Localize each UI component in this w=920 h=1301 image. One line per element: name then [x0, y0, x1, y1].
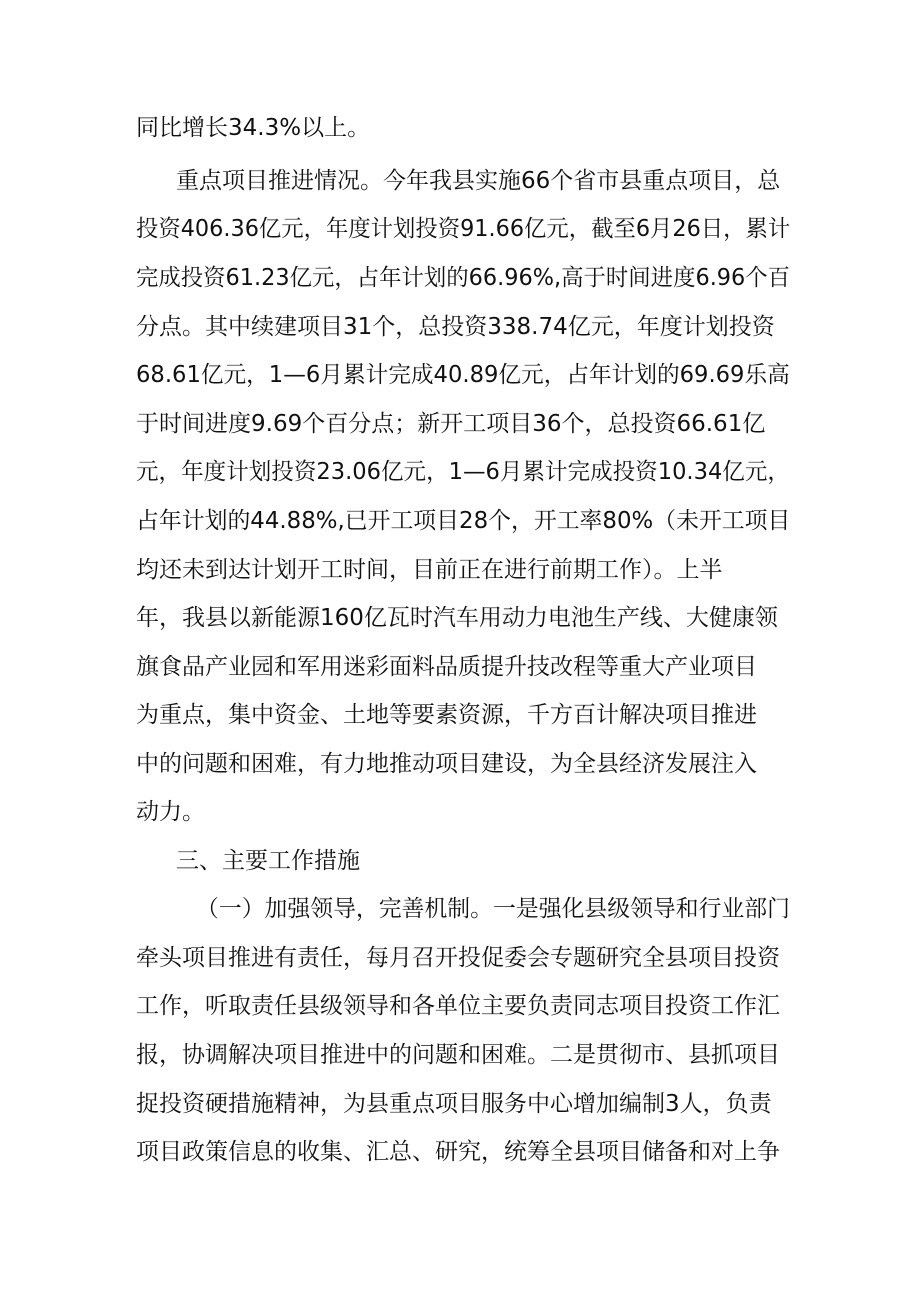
text-line-18: 牵头项目推进有责任，每月召开投促委会专题研究全县项目投资 [136, 945, 780, 971]
text-line-10: 均还未到达计划开工时间，目前正在进行前期工作）。上半 [136, 557, 723, 583]
text-line-9: 占年计划的44.88%,已开工项目28个，开工率80%（未开工项目 [136, 508, 791, 534]
text-line-17: （一）加强领导，完善机制。一是强化县级领导和行业部门 [196, 896, 790, 922]
text-line-2: 重点项目推进情况。今年我县实施66个省市县重点项目，总 [176, 168, 781, 194]
text-line-8: 元，年度计划投资23.06亿元，1—6月累计完成投资10.34亿元， [136, 459, 790, 485]
text-line-3: 投资406.36亿元，年度计划投资91.66亿元，截至6月26日，累计 [136, 216, 791, 242]
text-line-7: 于时间进度9.69个百分点；新开工项目36个，总投资66.61亿 [136, 411, 766, 437]
text-line-6: 68.61亿元，1—6月累计完成40.89亿元，占年计划的69.69乐高 [136, 362, 790, 388]
section-heading: 三、主要工作措施 [176, 848, 360, 874]
text-line-14: 中的问题和困难，有力地推动项目建设，为全县经济发展注入 [136, 751, 757, 777]
text-line-4: 完成投资61.23亿元，占年计划的66.96%,高于时间进度6.96个百 [136, 265, 791, 291]
text-line-15: 动力。 [136, 799, 205, 825]
text-line-13: 为重点，集中资金、土地等要素资源，千方百计解决项目推进 [136, 702, 757, 728]
text-line-20: 报，协调解决项目推进中的问题和困难。二是贯彻市、县抓项目 [136, 1042, 780, 1068]
text-line-19: 工作，听取责任县级领导和各单位主要负责同志项目投资工作汇 [136, 993, 780, 1019]
text-line-21: 捉投资硬措施精神，为县重点项目服务中心增加编制3人，负责 [136, 1091, 772, 1117]
text-line-1: 同比增长34.3%以上。 [136, 115, 371, 141]
text-line-12: 旗食品产业园和军用迷彩面料品质提升技改程等重大产业项目 [136, 654, 757, 680]
text-line-11: 年，我县以新能源160亿瓦时汽车用动力电池生产线、大健康领 [136, 605, 778, 631]
text-line-22: 项目政策信息的收集、汇总、研究，统筹全县项目储备和对上争 [136, 1139, 780, 1165]
text-line-5: 分点。其中续建项目31个，总投资338.74亿元，年度计划投资 [136, 314, 775, 340]
